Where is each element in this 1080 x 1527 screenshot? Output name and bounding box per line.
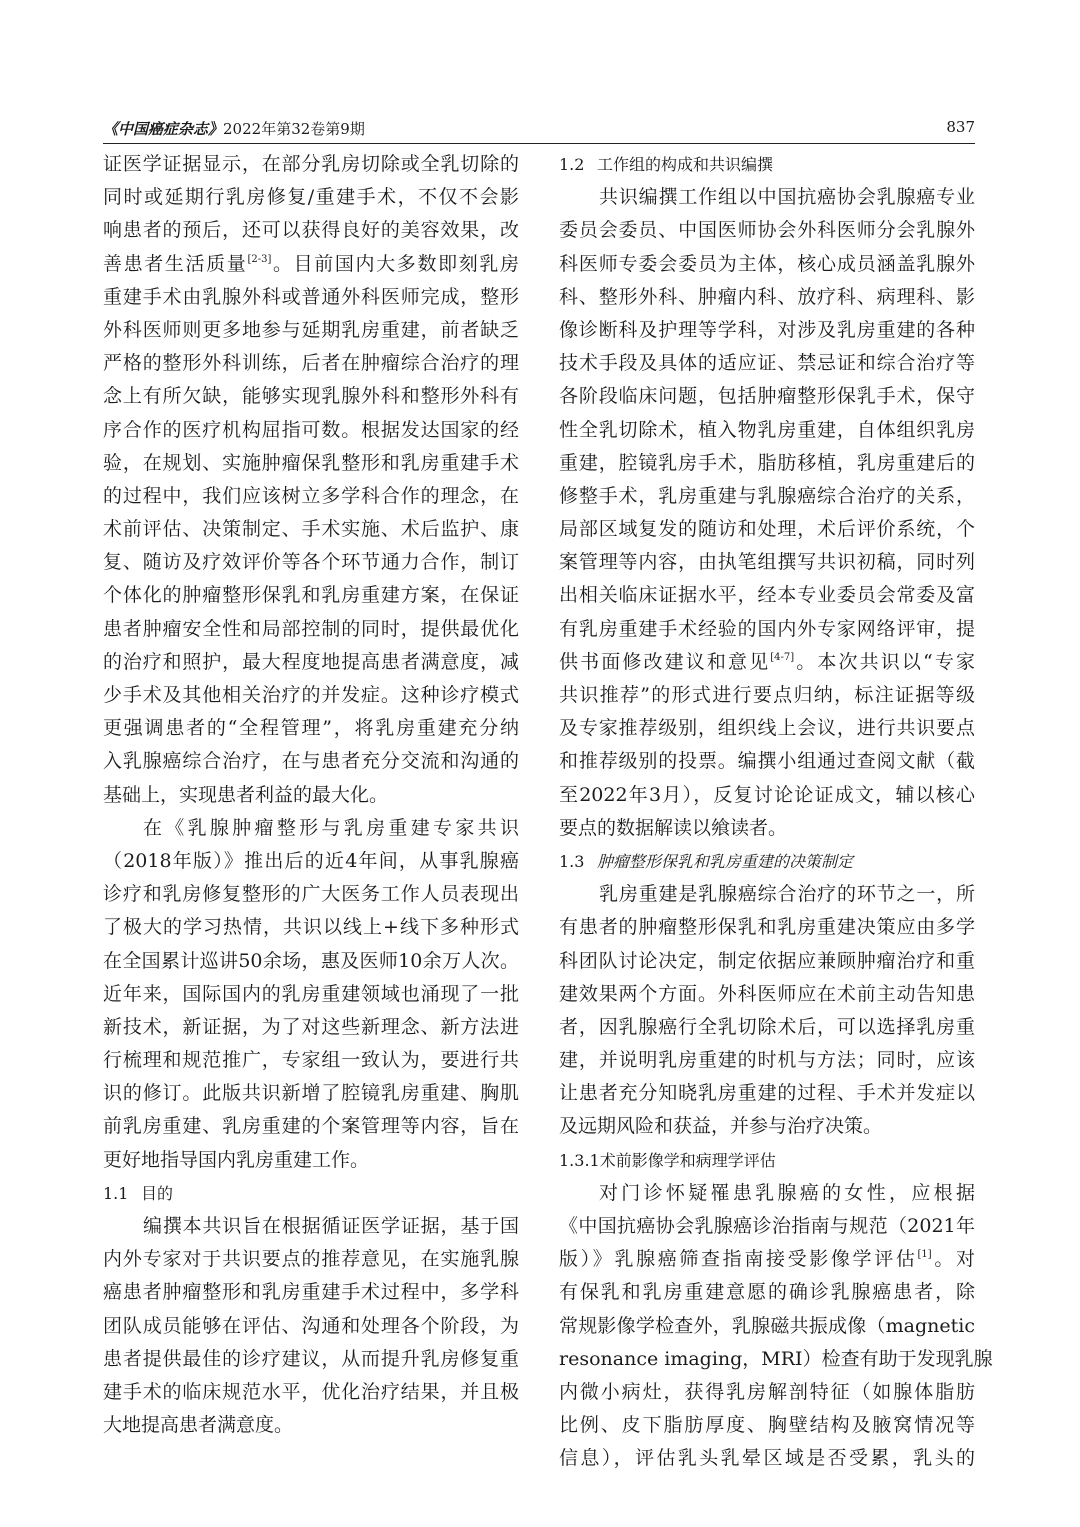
line-text: 证医学证据显示，在部分乳房切除或全乳切除的 — [103, 153, 519, 175]
line-text: 和推荐级别的投票。编撰小组通过查阅文献（截 — [559, 750, 975, 773]
line-text: 至2022年3月），反复讨论论证成文，辅以核心 — [559, 783, 975, 806]
text-line — [103, 1276, 519, 1309]
line-text: 重建，腔镜乳房手术，脂肪移植，乳房重建后的 — [559, 451, 975, 474]
text-line — [103, 812, 519, 845]
text-line — [103, 1376, 519, 1409]
line-text: 癌患者肿瘤整形和乳房重建手术过程中，多学科 — [103, 1281, 519, 1304]
line-text: 在全国累计巡讲50余场，惠及医师10余万人次。 — [103, 949, 519, 972]
text-line — [103, 248, 519, 281]
line-text: 让患者充分知晓乳房重建的过程、手术并发症以 — [559, 1082, 975, 1105]
text-line — [559, 679, 975, 712]
right-column — [559, 148, 993, 1476]
section-heading — [559, 148, 975, 181]
line-text: 识的修订。此版共识新增了腔镜乳房重建、胸肌 — [103, 1082, 519, 1105]
line-text: 及远期风险和获益，并参与治疗决策。 — [559, 1115, 883, 1138]
header-rule — [103, 143, 975, 144]
text-line — [103, 1210, 519, 1243]
line-text: 序合作的医疗机构屈指可数。根据发达国家的经 — [103, 418, 519, 441]
text-line — [103, 1077, 519, 1110]
journal-name: 《中国癌症杂志》 — [103, 120, 224, 138]
line-text: 外科医师则更多地参与延期乳房重建，前者缺乏 — [103, 318, 519, 341]
text-line — [103, 414, 519, 447]
line-text: 的过程中，我们应该树立多学科合作的理念，在 — [103, 484, 519, 507]
line-text: 近年来，国际国内的乳房重建领域也涌现了一批 — [103, 982, 519, 1005]
line-text: 修整手术，乳房重建与乳腺癌综合治疗的关系， — [559, 484, 975, 507]
line-text: 团队成员能够在评估、沟通和处理各个阶段，为 — [103, 1314, 519, 1337]
line-text-continued: 。本次共识以“专家 — [794, 650, 975, 673]
text-line — [103, 745, 519, 778]
line-text: 要点的数据解读以飨读者。 — [559, 816, 788, 839]
page-number: 837 — [946, 118, 975, 136]
text-line — [559, 546, 975, 579]
line-text: 委员会委员、中国医师协会外科医师分会乳腺外 — [559, 219, 975, 242]
text-line — [559, 480, 975, 513]
text-line — [559, 712, 975, 745]
text-line — [103, 613, 519, 646]
text-line — [103, 878, 519, 911]
text-line — [559, 380, 975, 413]
text-line — [103, 214, 519, 247]
text-line — [103, 646, 519, 679]
line-text: 入乳腺癌综合治疗，在与患者充分交流和沟通的 — [103, 750, 519, 773]
line-text: 对门诊怀疑罹患乳腺癌的女性，应根据 — [599, 1181, 975, 1204]
section-number: 1.2 — [559, 155, 585, 174]
text-line — [559, 1442, 975, 1475]
line-text: resonance imaging，MRI）检查有助于发现乳腺 — [559, 1347, 993, 1370]
text-line — [559, 978, 975, 1011]
text-line — [103, 1243, 519, 1276]
text-line — [103, 1310, 519, 1343]
text-line — [559, 812, 975, 845]
text-line — [103, 1409, 519, 1442]
section-heading — [103, 1177, 519, 1210]
text-line — [559, 248, 975, 281]
line-text: 像诊断科及护理等学科，对涉及乳房重建的各种 — [559, 318, 975, 341]
line-text: 科、整形外科、肿瘤内科、放疗科、病理科、影 — [559, 285, 975, 308]
line-text: 大地提高患者满意度。 — [103, 1414, 294, 1437]
line-text: 少手术及其他相关治疗的并发症。这种诊疗模式 — [103, 684, 519, 706]
text-line — [559, 878, 975, 911]
line-text: 重建手术由乳腺外科或普通外科医师完成，整形 — [103, 285, 519, 308]
line-text: 患者提供最佳的诊疗建议，从而提升乳房修复重 — [103, 1347, 519, 1370]
text-line — [559, 1243, 975, 1276]
line-text: 善患者生活质量 — [103, 252, 248, 275]
line-text: 基础上，实现患者利益的最大化。 — [103, 783, 389, 806]
text-line — [559, 1077, 975, 1110]
text-line — [559, 779, 975, 812]
section-title: 肿瘤整形保乳和乳房重建的决策制定 — [597, 851, 854, 871]
text-line — [559, 214, 975, 247]
line-text: 科医师专委会委员为主体，核心成员涵盖乳腺外 — [559, 252, 975, 275]
section-heading — [559, 845, 975, 878]
text-line — [103, 148, 519, 181]
line-text: 共识推荐”的形式进行要点归纳，标注证据等级 — [559, 684, 975, 706]
text-line — [559, 613, 975, 646]
line-text: 更强调患者的“全程管理”，将乳房重建充分纳 — [103, 717, 519, 740]
left-column — [103, 148, 519, 1442]
line-text: 同时或延期行乳房修复/重建手术，不仅不会影 — [103, 186, 519, 209]
line-text: 局部区域复发的随访和处理，术后评价系统，个 — [559, 518, 975, 541]
journal-issue: 2022年第32卷第9期 — [223, 120, 365, 138]
line-text: 各阶段临床问题，包括肿瘤整形保乳手术，保守 — [559, 385, 975, 408]
text-line — [559, 447, 975, 480]
line-text: 科团队讨论决定，制定依据应兼顾肿瘤治疗和重 — [559, 949, 975, 972]
line-text: 有保乳和乳房重建意愿的确诊乳腺癌患者，除 — [559, 1281, 975, 1304]
text-line — [103, 679, 519, 712]
text-line — [103, 314, 519, 347]
text-line — [559, 1011, 975, 1044]
line-text: 技术手段及具体的适应证、禁忌证和综合治疗等 — [559, 352, 975, 375]
text-line — [103, 1343, 519, 1376]
line-text: 新技术，新证据，为了对这些新理念、新方法进 — [103, 1015, 519, 1038]
citation-reference: [1] — [917, 1249, 932, 1261]
line-text: 有乳房重建手术经验的国内外专家网络评审，提 — [559, 617, 975, 640]
text-line — [559, 181, 975, 214]
line-text: 出相关临床证据水平，经本专业委员会常委及富 — [559, 584, 975, 607]
line-text: 供书面修改建议和意见 — [559, 650, 771, 673]
line-text: 共识编撰工作组以中国抗癌协会乳腺癌专业 — [599, 186, 975, 209]
text-line — [559, 579, 975, 612]
line-text: 念上有所欠缺，能够实现乳腺外科和整形外科有 — [103, 385, 519, 408]
text-line — [103, 1011, 519, 1044]
line-text: 复、随访及疗效评价等各个环节通力合作，制订 — [103, 551, 519, 574]
text-line — [559, 1409, 975, 1442]
line-text: 编撰本共识旨在根据循证医学证据，基于国 — [143, 1215, 519, 1237]
text-line — [559, 1110, 975, 1143]
line-text: 建，并说明乳房重建的时机与方法；同时，应该 — [559, 1049, 975, 1072]
line-text-continued: 。对 — [931, 1248, 975, 1271]
line-text: 及专家推荐级别，组织线上会议，进行共识要点 — [559, 717, 975, 740]
line-text: 乳房重建是乳腺癌综合治疗的环节之一，所 — [599, 883, 975, 906]
line-text: 信息），评估乳头乳晕区域是否受累，乳头的 — [559, 1447, 975, 1470]
text-line — [559, 911, 975, 944]
text-line — [559, 513, 975, 546]
section-number: 1.1 — [103, 1183, 129, 1203]
text-line — [559, 281, 975, 314]
line-text: 在《乳腺肿瘤整形与乳房重建专家共识 — [143, 816, 519, 839]
line-text: 前乳房重建、乳房重建的个案管理等内容，旨在 — [103, 1115, 519, 1138]
section-title: 目的 — [141, 1183, 174, 1203]
line-text: 的治疗和照护，最大程度地提高患者满意度，减 — [103, 650, 519, 673]
text-line — [559, 1210, 975, 1243]
line-text: 验，在规划、实施肿瘤保乳整形和乳房重建手术 — [103, 451, 519, 474]
text-line — [559, 745, 975, 778]
text-line — [103, 1044, 519, 1077]
text-line — [559, 1376, 975, 1409]
line-text: 性全乳切除术，植入物乳房重建，自体组织乳房 — [559, 418, 975, 441]
line-text: 建效果两个方面。外科医师应在术前主动告知患 — [559, 982, 975, 1005]
text-line — [103, 1144, 519, 1177]
line-text: 常规影像学检查外，乳腺磁共振成像（magnetic — [559, 1314, 975, 1337]
text-line — [103, 779, 519, 812]
line-text: 诊疗和乳房修复整形的广大医务工作人员表现出 — [103, 883, 519, 906]
text-line — [103, 845, 519, 878]
line-text: （2018年版）》推出后的近4年间，从事乳腺癌 — [103, 849, 519, 872]
line-text-continued: 。目前国内大多数即刻乳房 — [271, 252, 519, 275]
line-text: 《中国抗癌协会乳腺癌诊治指南与规范（2021年 — [559, 1215, 975, 1237]
line-text: 内外专家对于共识要点的推荐意见，在实施乳腺 — [103, 1248, 519, 1271]
line-text: 者，因乳腺癌行全乳切除术后，可以选择乳房重 — [559, 1015, 975, 1038]
line-text: 比例、皮下脂肪厚度、胸壁结构及腋窝情况等 — [559, 1414, 975, 1437]
line-text: 术前评估、决策制定、手术实施、术后监护、康 — [103, 518, 519, 541]
text-line — [559, 646, 975, 679]
section-number: 1.3 — [559, 851, 585, 871]
section-title: 术前影像学和病理学评估 — [599, 1150, 776, 1170]
line-text: 行梳理和规范推广，专家组一致认为，要进行共 — [103, 1049, 519, 1072]
section-title: 工作组的构成和共识编撰 — [597, 155, 774, 174]
line-text: 响患者的预后，还可以获得良好的美容效果，改 — [103, 219, 519, 242]
line-text: 有患者的肿瘤整形保乳和乳房重建决策应由多学 — [559, 916, 975, 939]
section-number: 1.3.1 — [559, 1150, 600, 1170]
line-text: 患者肿瘤安全性和局部控制的同时，提供最优化 — [103, 617, 519, 640]
text-line — [559, 414, 975, 447]
text-line — [103, 380, 519, 413]
text-line — [103, 579, 519, 612]
text-line — [103, 347, 519, 380]
text-line — [559, 945, 975, 978]
line-text: 个体化的肿瘤整形保乳和乳房重建方案，在保证 — [103, 584, 519, 607]
line-text: 版）》乳腺癌筛查指南接受影像学评估 — [559, 1248, 918, 1271]
text-line — [103, 281, 519, 314]
text-line — [103, 978, 519, 1011]
text-line — [559, 1177, 975, 1210]
text-line — [103, 1110, 519, 1143]
text-line — [103, 546, 519, 579]
line-text: 了极大的学习热情，共识以线上+线下多种形式 — [103, 916, 519, 939]
text-line — [559, 347, 975, 380]
text-line — [559, 314, 975, 347]
text-line — [559, 1310, 975, 1343]
text-line — [103, 945, 519, 978]
line-text: 更好地指导国内乳房重建工作。 — [103, 1148, 370, 1171]
text-line — [103, 712, 519, 745]
text-line — [103, 447, 519, 480]
citation-reference: [4-7] — [770, 651, 795, 663]
section-heading — [559, 1144, 975, 1177]
text-line — [103, 181, 519, 214]
text-line — [103, 513, 519, 546]
text-line — [103, 480, 519, 513]
text-line — [559, 1276, 975, 1309]
page-header — [103, 112, 975, 144]
text-line — [559, 1343, 993, 1376]
journal-citation — [103, 118, 365, 139]
text-line — [559, 1044, 975, 1077]
text-line — [103, 911, 519, 944]
line-text: 案管理等内容，由执笔组撰写共识初稿，同时列 — [559, 551, 975, 574]
line-text: 内微小病灶，获得乳房解剖特征（如腺体脂肪 — [559, 1380, 975, 1403]
line-text: 建手术的临床规范水平，优化治疗结果，并且极 — [103, 1380, 519, 1403]
line-text: 严格的整形外科训练，后者在肿瘤综合治疗的理 — [103, 352, 519, 375]
citation-reference: [2-3] — [247, 253, 272, 265]
